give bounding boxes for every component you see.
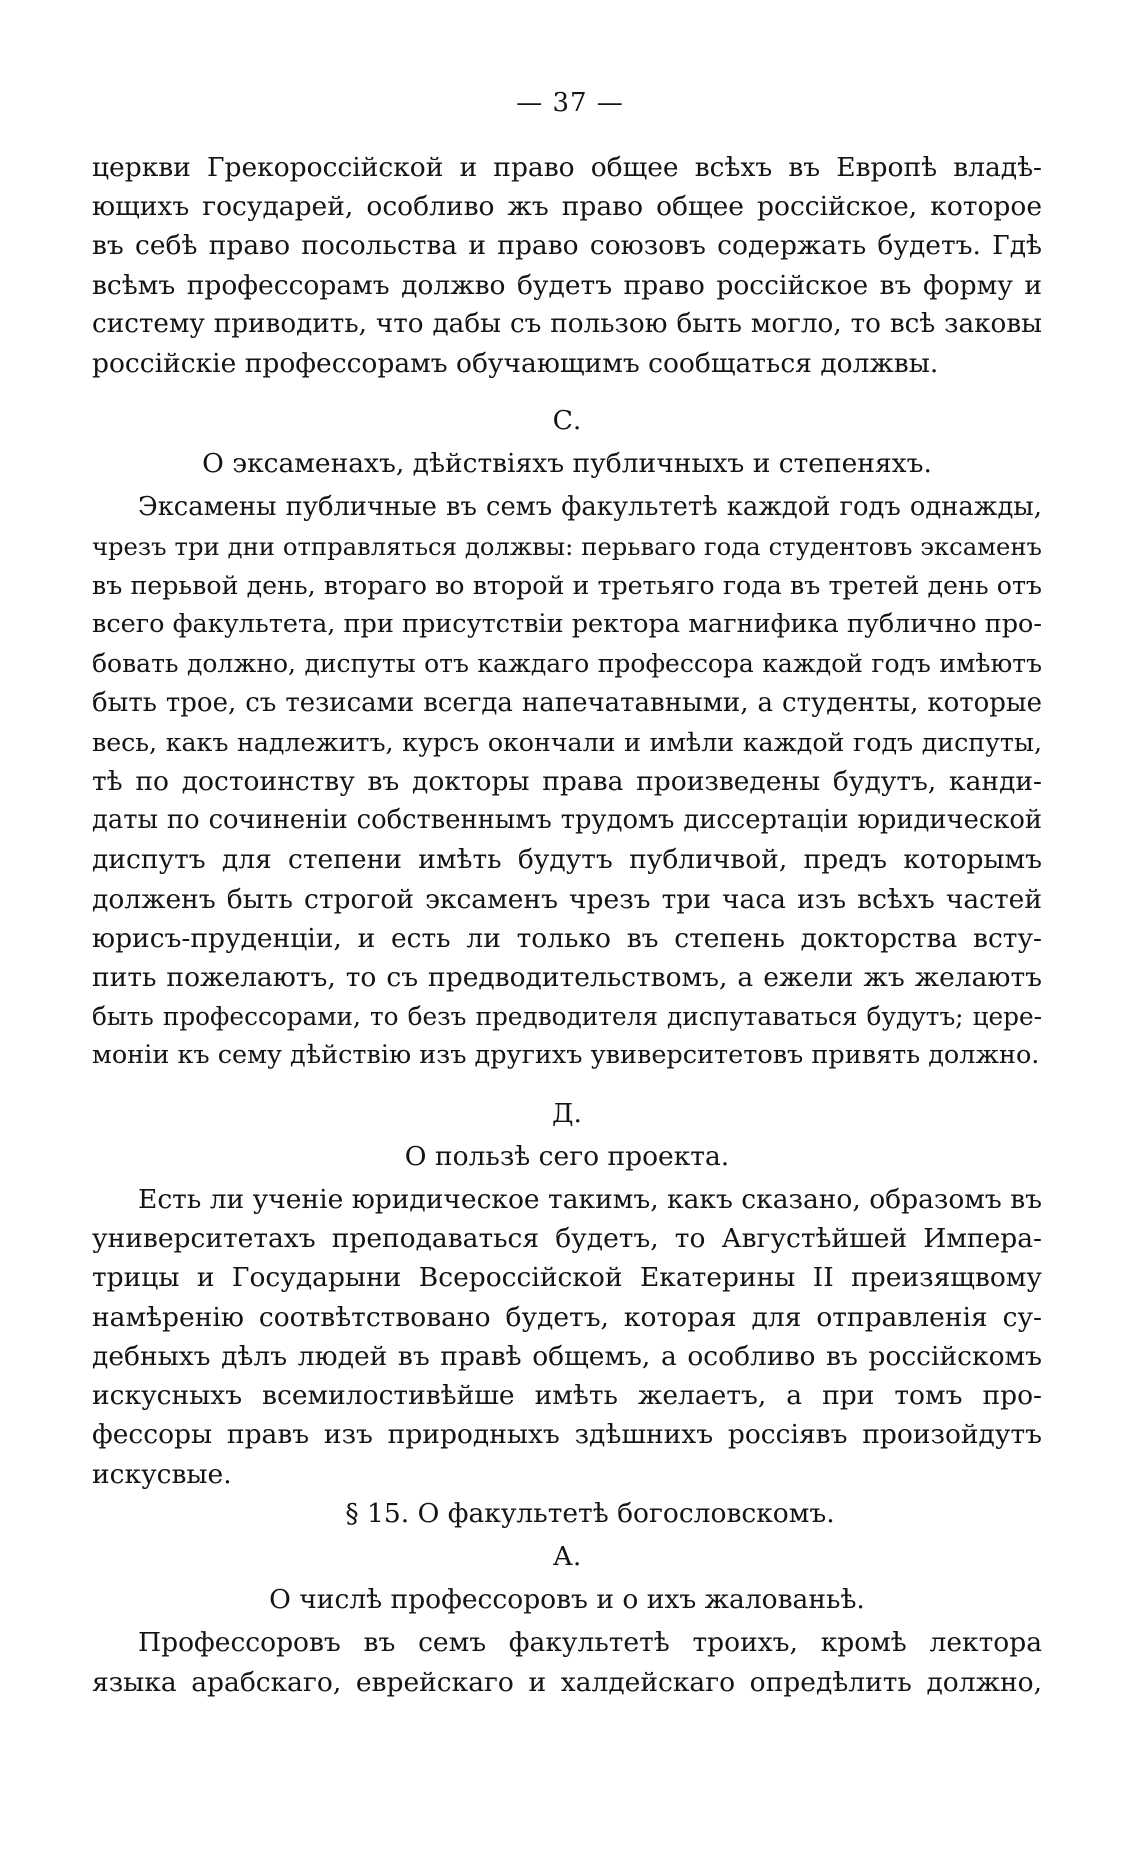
text-line: искусвые. [92,1458,232,1490]
text-line: быть трое, съ тезисами всегда напечатавными, а студенты, которые [92,687,1042,718]
section-title: О эксаменахъ, дѣйствіяхъ публичныхъ и степеняхъ. [202,448,932,480]
text-line: юрисъ-пруденціи, и есть ли только въ степень докторства всту- [92,922,1042,954]
text-line: тѣ по достоинству въ докторы права произведены будутъ, канди- [92,766,1042,798]
text-line: въ перьвой день, втораго во второй и третьяго года въ третей день отъ [92,571,1042,601]
text-line: трицы и Государыни Всероссійской Екатерины II преизящвому [92,1262,1042,1294]
paragraph-15 [92,1494,1042,1702]
text-line: намѣренію соотвѣтствовано будетъ, которая для отправленія су- [92,1301,1042,1333]
text-line: чрезъ три дни отправляться должвы: перьваго года студентовъ эксаменъ [92,531,1042,561]
text-line: россійскіе профессорамъ обучающимъ сообщаться должвы. [92,348,939,380]
section-letter: А. [552,1540,582,1572]
text-line: моніи къ сему дѣйствію изъ другихъ увиверситетовъ привять должно. [92,1040,1040,1071]
section-title: О числѣ профессоровъ и о ихъ жалованьѣ. [269,1584,865,1616]
text-line: пить пожелаютъ, то съ предводительствомъ, а ежели жъ желаютъ [92,962,1042,994]
text-line: ющихъ государей, особливо жъ право общее россійское, которое [92,191,1042,223]
text-line: въ себѣ право посольства и право союзовъ содержать будетъ. Гдѣ [92,230,1042,262]
text-line: быть профессорами, то безъ предводителя диспутаваться будутъ; цере- [92,1002,1042,1032]
text-line: искусныхъ всемилостивѣйше имѣть желаетъ, а при томъ про- [92,1380,1042,1412]
text-line: долженъ быть строгой эксаменъ чрезъ три часа изъ всѣхъ частей [92,883,1042,915]
text-line: дебныхъ дѣлъ людей въ правѣ общемъ, а особливо въ россійскомъ [92,1340,1042,1372]
section-letter: С. [552,405,582,437]
text-line: языка арабскаго, еврейскаго и халдейскаго опредѣлить должно, [92,1666,1042,1698]
text-line: всѣмъ профессорамъ должво будетъ право россійское въ форму и [92,269,1042,301]
text-line: всего факультета, при присутствіи ректора магнифика публично про- [92,609,1042,640]
paragraph-heading: § 15. О факультетѣ богословскомъ. [345,1497,835,1529]
text-line: весь, какъ надлежитъ, курсъ окончали и имѣли каждой годъ диспуты, [92,727,1042,757]
section-c [92,401,1042,1075]
section-d [92,1094,1042,1494]
page-number: — 37 — [516,88,624,118]
text-line: Эксамены публичные въ семъ факультетѣ каждой годъ однажды, [138,491,1042,522]
text-line: университетахъ преподаваться будетъ, то Августѣйшей Импера- [92,1223,1042,1255]
text-line: даты по сочиненіи собственнымъ трудомъ диссертаціи юридической [92,805,1042,836]
opening-paragraph [92,148,1042,383]
text-line: Профессоровъ въ семъ факультетѣ троихъ, кромѣ лектора [138,1627,1042,1659]
section-title: О пользѣ сего проекта. [404,1140,730,1172]
text-line: бовать должно, диспуты отъ каждаго профессора каждой годъ имѣютъ [92,649,1042,679]
section-letter: Д. [552,1097,582,1129]
text-line: систему приводить, что дабы съ пользою быть могло, то всѣ заковы [92,308,1042,339]
page-body [92,148,1042,1702]
text-line: диспутъ для степени имѣть будутъ публичвой, предъ которымъ [92,844,1042,876]
text-line: церкви Грекороссійской и право общее всѣхъ въ Европѣ владѣ- [92,152,1042,183]
text-line: Есть ли ученіе юридическое такимъ, какъ сказано, образомъ въ [138,1184,1042,1216]
text-line: фессоры правъ изъ природныхъ здѣшнихъ россіявъ произойдутъ [92,1419,1042,1451]
